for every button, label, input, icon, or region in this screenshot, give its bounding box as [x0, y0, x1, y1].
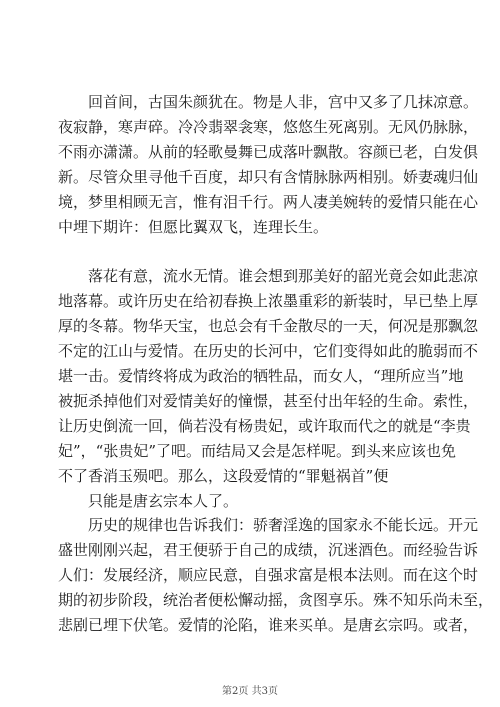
paragraph-2-line-4: 不定的江山与爱情。在历史的长河中，它们变得如此的脆弱而不	[58, 342, 479, 360]
paragraph-2-line-8: 妃”，“张贵妃”了吧。而结局又会是怎样呢。到头来应该也免	[58, 442, 457, 460]
paragraph-4-line-4: 期的初步阶段，统治者便松懈动摇，贪图享乐。殊不知乐尚未至，	[58, 591, 494, 609]
paragraph-2-line-9: 不了香消玉殒吧。那么，这段爱情的“罪魁祸首”便	[58, 467, 389, 485]
paragraph-1-line-1: 回首间，古国朱颜犹在。物是人非，宫中又多了几抹凉意。	[58, 93, 479, 111]
paragraph-1-line-6: 中埋下期许：但愿比翼双飞，连理长生。	[58, 218, 329, 236]
paragraph-1-line-2: 夜寂静，寒声碎。冷冷翡翠衾寒，悠悠生死离别。无风仍脉脉，	[58, 118, 479, 136]
paragraph-4-line-3: 人们：发展经济，顺应民意，自强求富是根本法则。而在这个时	[58, 566, 479, 584]
paragraph-2-line-5: 堪一击。爱情终将成为政治的牺牲品，而女人，“理所应当”地	[58, 367, 464, 385]
paragraph-2-line-3: 厚的冬幕。物华天宝，也总会有千金散尽的一天，何况是那飘忽	[58, 317, 479, 335]
paragraph-2-line-1: 落花有意，流水无情。谁会想到那美好的韶光竟会如此悲凉	[58, 267, 479, 285]
paragraph-4-line-1: 历史的规律也告诉我们：骄奢淫逸的国家永不能长远。开元	[58, 516, 479, 534]
page-number-footer: 第2页 共3页	[222, 686, 278, 697]
paragraph-1-line-4: 新。尽管众里寻他千百度，却只有含情脉脉两相别。娇妻魂归仙	[58, 168, 479, 186]
paragraph-4-line-5: 悲剧已埋下伏笔。爱情的沦陷，谁来买单。是唐玄宗吗。或者，	[58, 616, 479, 634]
paragraph-2-line-7: 让历史倒流一回，倘若没有杨贵妃，或许取而代之的就是“李贵	[58, 417, 471, 435]
paragraph-2-line-6: 被扼杀掉他们对爱情美好的憧憬，甚至付出年轻的生命。索性，	[58, 392, 479, 410]
paragraph-1-line-3: 不雨亦潇潇。从前的轻歌曼舞已成落叶飘散。容颜已老，白发俱	[58, 143, 479, 161]
paragraph-2-line-2: 地落幕。或许历史在给初春换上浓墨重彩的新装时，早已垫上厚	[58, 292, 479, 310]
paragraph-3-line-1: 只能是唐玄宗本人了。	[58, 492, 239, 510]
paragraph-4-line-2: 盛世刚刚兴起，君王便骄于自己的成绩，沉迷酒色。而经验告诉	[58, 541, 479, 559]
paragraph-1-line-5: 境，梦里相顾无言，惟有泪千行。两人凄美婉转的爱情只能在心	[58, 193, 479, 211]
